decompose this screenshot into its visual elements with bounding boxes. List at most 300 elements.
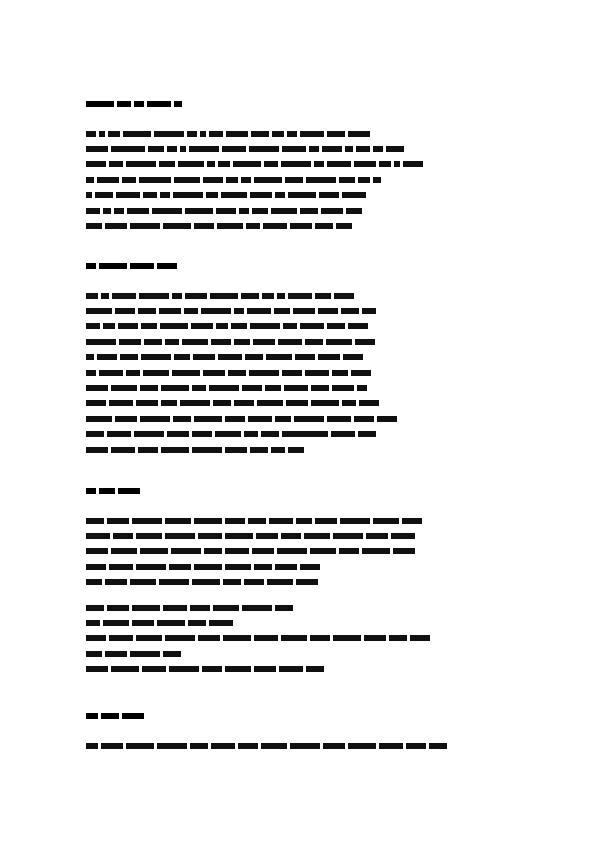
text-word bbox=[217, 223, 243, 229]
text-word bbox=[130, 579, 156, 585]
text-word bbox=[327, 416, 351, 422]
text-word bbox=[288, 447, 304, 453]
text-word bbox=[136, 564, 166, 570]
text-word bbox=[209, 385, 239, 391]
text-word bbox=[271, 208, 297, 214]
text-word bbox=[310, 548, 336, 554]
text-word bbox=[86, 651, 102, 657]
text-word bbox=[244, 431, 258, 437]
text-word bbox=[254, 635, 278, 641]
text-word bbox=[256, 533, 278, 539]
text-word bbox=[336, 223, 352, 229]
text-word bbox=[354, 416, 374, 422]
text-word bbox=[184, 308, 198, 314]
heading-word bbox=[99, 488, 115, 494]
text-word bbox=[261, 431, 279, 437]
text-word bbox=[333, 635, 361, 641]
text-word bbox=[105, 651, 127, 657]
paragraph-line bbox=[86, 130, 370, 137]
text-word bbox=[182, 339, 208, 345]
text-word bbox=[119, 339, 141, 345]
text-word bbox=[215, 431, 241, 437]
text-word bbox=[86, 400, 106, 406]
heading-word bbox=[134, 101, 144, 107]
text-word bbox=[226, 131, 248, 137]
text-word bbox=[160, 323, 188, 329]
text-word bbox=[296, 518, 312, 524]
text-word bbox=[288, 192, 316, 198]
heading-word bbox=[86, 713, 98, 719]
text-word bbox=[228, 370, 246, 376]
text-word bbox=[159, 161, 175, 167]
text-word bbox=[154, 131, 184, 137]
paragraph-line bbox=[86, 532, 415, 539]
text-word bbox=[103, 323, 115, 329]
text-word bbox=[290, 743, 320, 749]
text-word bbox=[163, 605, 187, 611]
heading-word bbox=[174, 101, 182, 107]
text-word bbox=[225, 548, 249, 554]
text-word bbox=[157, 743, 187, 749]
text-word bbox=[167, 431, 189, 437]
text-word bbox=[322, 146, 342, 152]
heading-word bbox=[130, 263, 154, 269]
text-word bbox=[97, 177, 119, 183]
text-word bbox=[300, 323, 324, 329]
text-word bbox=[277, 548, 307, 554]
paragraph-line bbox=[86, 161, 423, 168]
text-word bbox=[282, 370, 302, 376]
text-word bbox=[109, 635, 133, 641]
text-word bbox=[279, 666, 303, 672]
text-word bbox=[191, 323, 213, 329]
text-word bbox=[169, 666, 199, 672]
paragraph-line bbox=[86, 307, 376, 314]
text-word bbox=[161, 400, 177, 406]
text-word bbox=[278, 339, 302, 345]
text-word bbox=[251, 131, 269, 137]
paragraph-line bbox=[86, 666, 324, 673]
paragraph-line bbox=[86, 192, 366, 199]
text-word bbox=[115, 308, 135, 314]
paragraph-line bbox=[86, 548, 415, 555]
text-word bbox=[246, 223, 260, 229]
text-word bbox=[86, 192, 92, 198]
text-word bbox=[86, 431, 104, 437]
text-word bbox=[342, 400, 356, 406]
text-word bbox=[206, 192, 218, 198]
text-word bbox=[143, 192, 157, 198]
text-word bbox=[402, 518, 422, 524]
text-word bbox=[309, 146, 319, 152]
text-word bbox=[318, 354, 340, 360]
text-word bbox=[86, 354, 94, 360]
text-word bbox=[132, 605, 160, 611]
paragraph-line bbox=[86, 384, 367, 391]
text-word bbox=[86, 293, 98, 299]
text-word bbox=[300, 564, 320, 570]
text-word bbox=[107, 431, 131, 437]
text-word bbox=[257, 400, 283, 406]
text-word bbox=[274, 308, 290, 314]
text-word bbox=[163, 223, 191, 229]
text-word bbox=[86, 223, 102, 229]
text-word bbox=[315, 518, 337, 524]
text-word bbox=[209, 620, 233, 626]
text-word bbox=[357, 385, 367, 391]
text-word bbox=[343, 354, 363, 360]
text-word bbox=[202, 666, 222, 672]
heading-word bbox=[99, 263, 127, 269]
heading-word bbox=[86, 101, 114, 107]
text-word bbox=[333, 533, 363, 539]
text-word bbox=[254, 177, 282, 183]
text-word bbox=[282, 146, 306, 152]
text-word bbox=[86, 131, 96, 137]
text-word bbox=[103, 620, 129, 626]
text-word bbox=[221, 192, 247, 198]
text-word bbox=[275, 605, 293, 611]
text-word bbox=[86, 177, 94, 183]
text-word bbox=[192, 447, 222, 453]
text-word bbox=[327, 161, 351, 167]
text-word bbox=[167, 146, 177, 152]
text-word bbox=[300, 208, 318, 214]
text-word bbox=[250, 447, 268, 453]
text-word bbox=[275, 416, 291, 422]
text-word bbox=[111, 146, 145, 152]
text-word bbox=[165, 533, 195, 539]
text-word bbox=[187, 131, 197, 137]
text-word bbox=[241, 177, 251, 183]
text-word bbox=[193, 354, 215, 360]
text-word bbox=[180, 400, 210, 406]
text-word bbox=[293, 308, 315, 314]
text-word bbox=[262, 293, 274, 299]
text-word bbox=[250, 323, 280, 329]
text-word bbox=[86, 146, 108, 152]
text-word bbox=[373, 518, 399, 524]
text-word bbox=[286, 400, 308, 406]
text-word bbox=[86, 208, 100, 214]
text-word bbox=[109, 400, 133, 406]
text-word bbox=[234, 308, 244, 314]
text-word bbox=[304, 533, 330, 539]
text-word bbox=[203, 370, 225, 376]
text-word bbox=[144, 339, 162, 345]
text-word bbox=[234, 400, 254, 406]
text-word bbox=[305, 339, 323, 345]
text-word bbox=[327, 131, 345, 137]
text-word bbox=[136, 533, 162, 539]
text-word bbox=[86, 579, 102, 585]
text-word bbox=[86, 635, 106, 641]
text-word bbox=[86, 620, 100, 626]
text-word bbox=[249, 370, 279, 376]
heading-word bbox=[147, 101, 171, 107]
text-word bbox=[86, 564, 106, 570]
paragraph-line bbox=[86, 742, 447, 749]
text-word bbox=[358, 177, 370, 183]
text-word bbox=[394, 161, 400, 167]
text-word bbox=[339, 177, 355, 183]
heading-word bbox=[101, 713, 119, 719]
text-word bbox=[132, 518, 162, 524]
text-word bbox=[188, 620, 206, 626]
paragraph-line bbox=[86, 176, 381, 183]
text-word bbox=[310, 635, 330, 641]
text-word bbox=[261, 743, 287, 749]
text-word bbox=[238, 743, 258, 749]
text-word bbox=[359, 400, 379, 406]
text-word bbox=[107, 518, 129, 524]
text-word bbox=[300, 131, 324, 137]
text-word bbox=[99, 370, 123, 376]
text-word bbox=[277, 293, 285, 299]
text-word bbox=[111, 385, 137, 391]
text-word bbox=[225, 518, 245, 524]
text-word bbox=[178, 161, 204, 167]
text-word bbox=[358, 431, 376, 437]
text-word bbox=[389, 635, 407, 641]
section-heading bbox=[86, 712, 144, 719]
text-word bbox=[211, 743, 235, 749]
paragraph-line bbox=[86, 619, 233, 626]
text-word bbox=[223, 635, 251, 641]
text-word bbox=[356, 146, 370, 152]
text-word bbox=[391, 533, 415, 539]
text-word bbox=[306, 177, 336, 183]
heading-word bbox=[86, 488, 96, 494]
text-word bbox=[198, 533, 222, 539]
text-word bbox=[86, 743, 98, 749]
text-word bbox=[319, 192, 339, 198]
text-word bbox=[248, 416, 272, 422]
text-word bbox=[323, 743, 345, 749]
text-word bbox=[173, 416, 191, 422]
text-word bbox=[362, 308, 376, 314]
heading-word bbox=[157, 263, 177, 269]
text-word bbox=[311, 400, 339, 406]
text-word bbox=[213, 400, 231, 406]
text-word bbox=[225, 447, 247, 453]
text-word bbox=[86, 548, 108, 554]
paragraph-line bbox=[86, 650, 181, 657]
text-word bbox=[140, 416, 170, 422]
text-word bbox=[283, 323, 297, 329]
text-word bbox=[351, 370, 371, 376]
text-word bbox=[138, 308, 156, 314]
text-word bbox=[252, 208, 268, 214]
text-word bbox=[139, 293, 169, 299]
text-word bbox=[341, 308, 359, 314]
text-word bbox=[249, 146, 279, 152]
text-word bbox=[111, 548, 137, 554]
text-word bbox=[340, 518, 370, 524]
text-word bbox=[379, 161, 391, 167]
text-word bbox=[112, 293, 136, 299]
text-word bbox=[216, 323, 228, 329]
text-word bbox=[203, 177, 223, 183]
text-word bbox=[342, 192, 366, 198]
text-word bbox=[213, 605, 239, 611]
text-word bbox=[332, 370, 348, 376]
text-word bbox=[281, 635, 307, 641]
text-word bbox=[271, 447, 285, 453]
text-word bbox=[326, 339, 352, 345]
heading-word bbox=[118, 488, 140, 494]
text-word bbox=[109, 564, 133, 570]
text-word bbox=[136, 400, 158, 406]
paragraph-line bbox=[86, 635, 430, 642]
text-word bbox=[314, 161, 324, 167]
text-word bbox=[295, 354, 315, 360]
heading-word bbox=[117, 101, 131, 107]
text-word bbox=[152, 208, 182, 214]
text-word bbox=[86, 385, 108, 391]
text-word bbox=[86, 666, 108, 672]
text-word bbox=[311, 385, 329, 391]
text-word bbox=[225, 666, 251, 672]
text-word bbox=[233, 161, 261, 167]
text-word bbox=[192, 431, 212, 437]
text-word bbox=[132, 620, 154, 626]
text-word bbox=[86, 339, 116, 345]
text-word bbox=[429, 743, 447, 749]
paragraph-line bbox=[86, 222, 352, 229]
text-word bbox=[331, 431, 355, 437]
text-word bbox=[86, 533, 110, 539]
paragraph-line bbox=[86, 369, 371, 376]
text-word bbox=[218, 161, 230, 167]
text-word bbox=[355, 339, 375, 345]
text-word bbox=[95, 192, 113, 198]
text-word bbox=[264, 161, 278, 167]
paragraph-line bbox=[86, 354, 363, 361]
text-word bbox=[364, 635, 386, 641]
text-word bbox=[242, 385, 262, 391]
text-word bbox=[141, 323, 157, 329]
text-word bbox=[198, 635, 220, 641]
text-word bbox=[410, 635, 430, 641]
text-word bbox=[148, 146, 164, 152]
text-word bbox=[190, 743, 208, 749]
heading-word bbox=[86, 263, 96, 269]
text-word bbox=[218, 354, 242, 360]
text-word bbox=[157, 620, 185, 626]
text-word bbox=[115, 416, 137, 422]
text-word bbox=[123, 131, 151, 137]
paragraph-line bbox=[86, 563, 320, 570]
text-word bbox=[165, 339, 179, 345]
text-word bbox=[334, 293, 354, 299]
text-word bbox=[225, 564, 251, 570]
text-word bbox=[159, 308, 181, 314]
section-heading bbox=[86, 487, 140, 494]
paragraph-line bbox=[86, 323, 368, 330]
text-word bbox=[275, 564, 297, 570]
text-word bbox=[101, 293, 109, 299]
text-word bbox=[103, 208, 111, 214]
text-word bbox=[373, 177, 381, 183]
text-word bbox=[172, 293, 182, 299]
text-word bbox=[143, 370, 169, 376]
text-word bbox=[239, 208, 249, 214]
text-word bbox=[393, 548, 415, 554]
text-word bbox=[194, 223, 214, 229]
text-word bbox=[160, 192, 170, 198]
text-word bbox=[266, 354, 292, 360]
paragraph-line bbox=[86, 338, 375, 345]
text-word bbox=[216, 208, 236, 214]
text-word bbox=[288, 293, 312, 299]
text-word bbox=[294, 416, 324, 422]
text-word bbox=[305, 370, 329, 376]
text-word bbox=[171, 548, 201, 554]
text-word bbox=[105, 579, 127, 585]
text-word bbox=[174, 177, 200, 183]
text-word bbox=[190, 605, 210, 611]
text-word bbox=[174, 354, 190, 360]
text-word bbox=[254, 666, 276, 672]
text-word bbox=[140, 385, 158, 391]
text-word bbox=[200, 131, 206, 137]
text-word bbox=[105, 223, 127, 229]
text-word bbox=[161, 385, 189, 391]
text-word bbox=[141, 354, 171, 360]
text-word bbox=[234, 339, 250, 345]
text-word bbox=[86, 416, 112, 422]
text-word bbox=[348, 131, 370, 137]
text-word bbox=[222, 146, 246, 152]
text-word bbox=[127, 208, 149, 214]
text-word bbox=[159, 579, 189, 585]
text-word bbox=[267, 579, 293, 585]
text-word bbox=[111, 447, 135, 453]
text-word bbox=[377, 416, 397, 422]
text-word bbox=[248, 518, 266, 524]
text-word bbox=[287, 131, 297, 137]
text-word bbox=[346, 208, 362, 214]
text-word bbox=[130, 651, 160, 657]
text-word bbox=[223, 579, 241, 585]
text-word bbox=[161, 447, 189, 453]
text-word bbox=[269, 518, 293, 524]
text-word bbox=[366, 533, 388, 539]
text-word bbox=[120, 354, 138, 360]
section-heading bbox=[86, 100, 182, 107]
text-word bbox=[142, 666, 166, 672]
text-word bbox=[253, 339, 275, 345]
text-word bbox=[211, 339, 231, 345]
text-word bbox=[332, 385, 354, 391]
text-word bbox=[165, 635, 195, 641]
text-word bbox=[140, 548, 168, 554]
paragraph-line bbox=[86, 604, 293, 611]
text-word bbox=[318, 308, 338, 314]
text-word bbox=[169, 564, 191, 570]
text-word bbox=[163, 651, 181, 657]
text-word bbox=[386, 146, 404, 152]
paragraph-line bbox=[86, 579, 318, 586]
text-word bbox=[339, 548, 359, 554]
text-word bbox=[86, 447, 108, 453]
text-word bbox=[138, 447, 158, 453]
text-word bbox=[194, 518, 222, 524]
text-word bbox=[108, 131, 120, 137]
text-word bbox=[173, 192, 203, 198]
text-word bbox=[265, 385, 281, 391]
